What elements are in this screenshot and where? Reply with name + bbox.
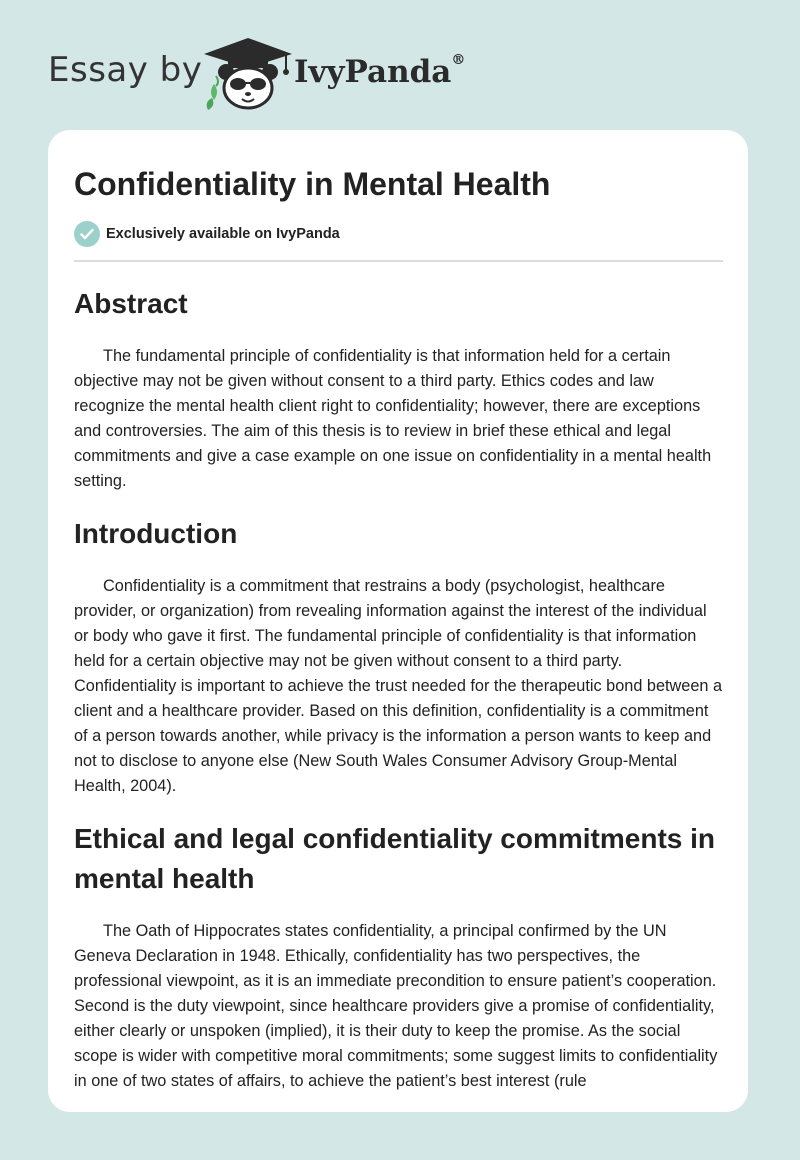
divider	[74, 260, 723, 262]
brand-name: IvyPanda	[294, 54, 452, 90]
section-paragraph: Confidentiality is a commitment that restrains a body (psychologist, healthcare provider, or organization) from revealing information against the interest of the individual or body who gave it first. The fundamental principle of confidentiality is that information held for a certain objective may not be given without consent to a third party. Confidentiality is important to achieve the trust needed for the therapeutic bond between a client and a healthcare provider. Based on this definition, confidentiality is a commitment of a person towards another, while privacy is the information a person wants to keep and not to disclose to anyone else (New South Wales Consumer Advisory Group-Mental Health, 2004).	[74, 577, 723, 795]
exclusive-badge	[74, 220, 723, 248]
section-paragraph: The Oath of Hippocrates states confidentiality, a principal confirmed by the UN Geneva Declaration in 1948. Ethically, confidentiality has two perspectives, the professional viewpoint, as it is an immediate precondition to ensure patient’s cooperation. Second is the duty viewpoint, since healthcare providers give a promise of confidentiality, either clearly or unspoken (implied), it is their duty to keep the promise. As the social scope is wider with competitive moral commitments; some suggest limits to confidentiality in one of two states of affairs, to achieve the patient’s best interest (rule	[74, 922, 718, 1090]
badge-label: Exclusively available on IvyPanda	[106, 226, 340, 242]
essay-card	[48, 130, 748, 1112]
section-paragraph: The fundamental principle of confidentiality is that information held for a certain objective may not be given without consent to a third party. Ethics codes and law recognize the mental health client right to confidentiality; however, there are exceptions and controversies. The aim of this thesis is to review in brief these ethical and legal commitments and give a case example on one issue on confidentiality in a mental health setting.	[74, 347, 712, 490]
section-heading: Abstract	[74, 288, 188, 319]
section-introduction	[74, 514, 723, 799]
page-title: Confidentiality in Mental Health	[74, 166, 551, 202]
section-abstract	[74, 284, 723, 494]
checkmark-icon	[74, 221, 100, 247]
essay-by-label: Essay by	[48, 50, 203, 90]
section-ethical-legal	[74, 819, 723, 1094]
section-heading: Introduction	[74, 518, 238, 549]
brand-logo-text[interactable]	[294, 54, 465, 90]
essay-content	[74, 162, 723, 1094]
section-heading: Ethical and legal confidentiality commitments in mental health	[74, 823, 716, 894]
site-header	[0, 0, 800, 130]
registered-mark: ®	[451, 52, 466, 68]
panda-graduate-icon	[200, 36, 296, 112]
